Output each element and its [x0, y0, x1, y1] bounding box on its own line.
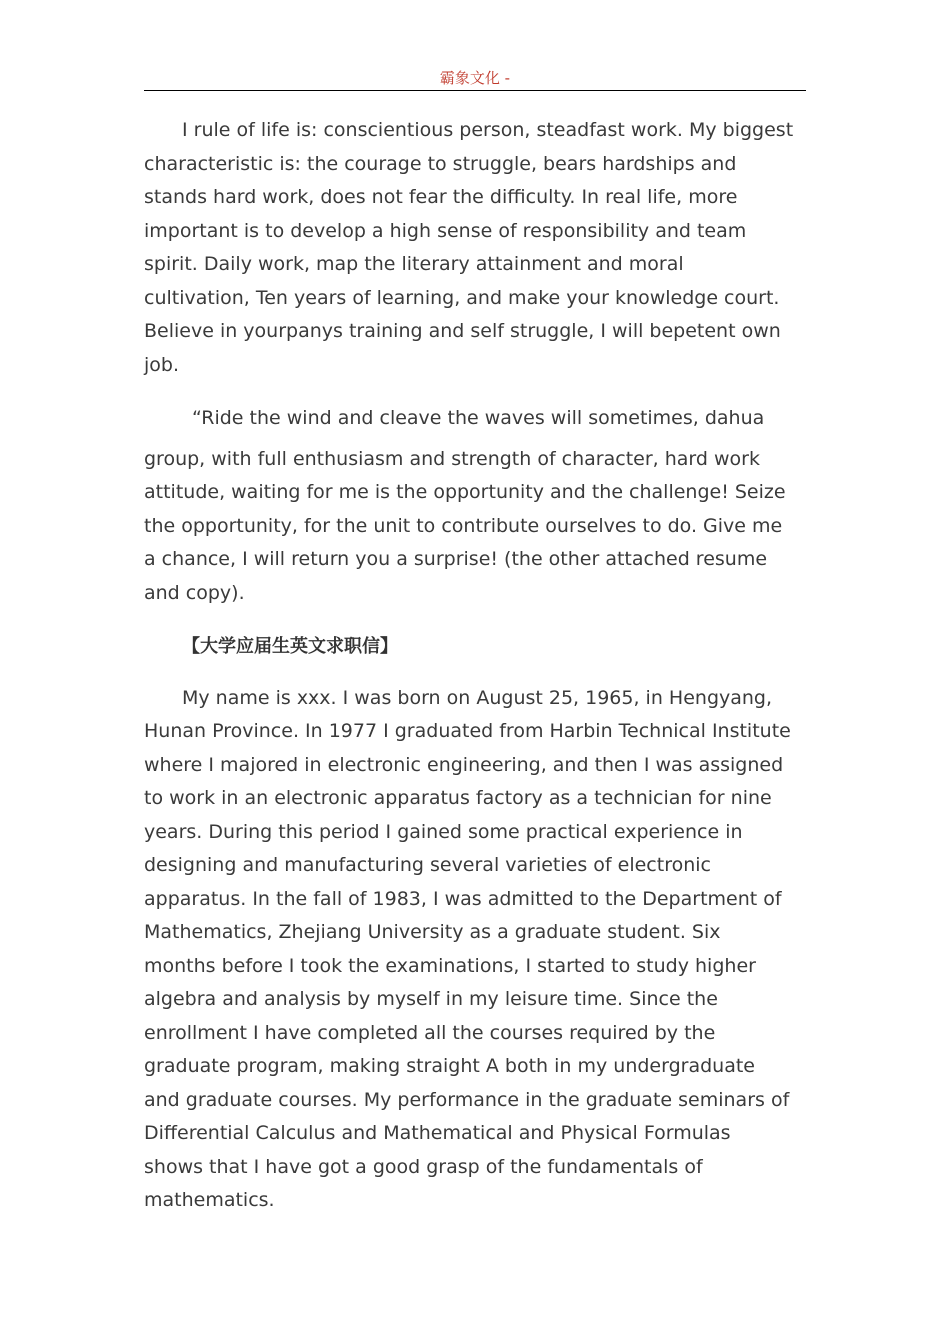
- document-body: [144, 114, 794, 1238]
- header-title: 霸象文化 -: [439, 69, 511, 87]
- paragraph-ride-the-wind-first-line: “Ride the wind and cleave the waves will sometimes, dahua: [192, 407, 765, 429]
- paragraph-ride-the-wind: [144, 402, 794, 610]
- page-header: [144, 66, 806, 91]
- paragraph-life-rule: I rule of life is: conscientious person, steadfast work. My biggest characteristic is: the courage to struggle, bears hardships and stands hard work, does not fear the difficulty. In real life, more important is to develop a high sense of responsibility and team spirit. Daily work, map the literary attainment and moral cultivation, Ten years of learning, and make your knowledge court. Believe in yourpanys training and self struggle, I will bepetent own job.: [144, 119, 794, 376]
- section-heading: 【大学应届生英文求职信】: [182, 636, 398, 657]
- paragraph-ride-the-wind-rest: group, with full enthusiasm and strength of character, hard work attitude, waiting for me is the opportunity and the challenge! Seize the opportunity, for the unit to contribute ourselves to do. Give me a chance, I will return you a surprise! (the other attached resume and copy).: [144, 447, 786, 604]
- paragraph-personal-history: My name is xxx. I was born on August 25, 1965, in Hengyang, Hunan Province. In 1977 I graduated from Harbin Technical Institute where I majored in electronic engineering, and then I was assigned to work in an electronic apparatus factory as a technician for nine years. During this period I gained some practical experience in designing and manufacturing several varieties of electronic apparatus. In the fall of 1983, I was admitted to the Department of Mathematics, Zhejiang University as a graduate student. Six months before I took the examinations, I started to study higher algebra and analysis by myself in my leisure time. Since the enrollment I have completed all the courses required by the graduate program, making straight A both in my undergraduate and graduate courses. My performance in the graduate seminars of Differential Calculus and Mathematical and Physical Formulas shows that I have got a good grasp of the fundamentals of mathematics.: [144, 686, 791, 1211]
